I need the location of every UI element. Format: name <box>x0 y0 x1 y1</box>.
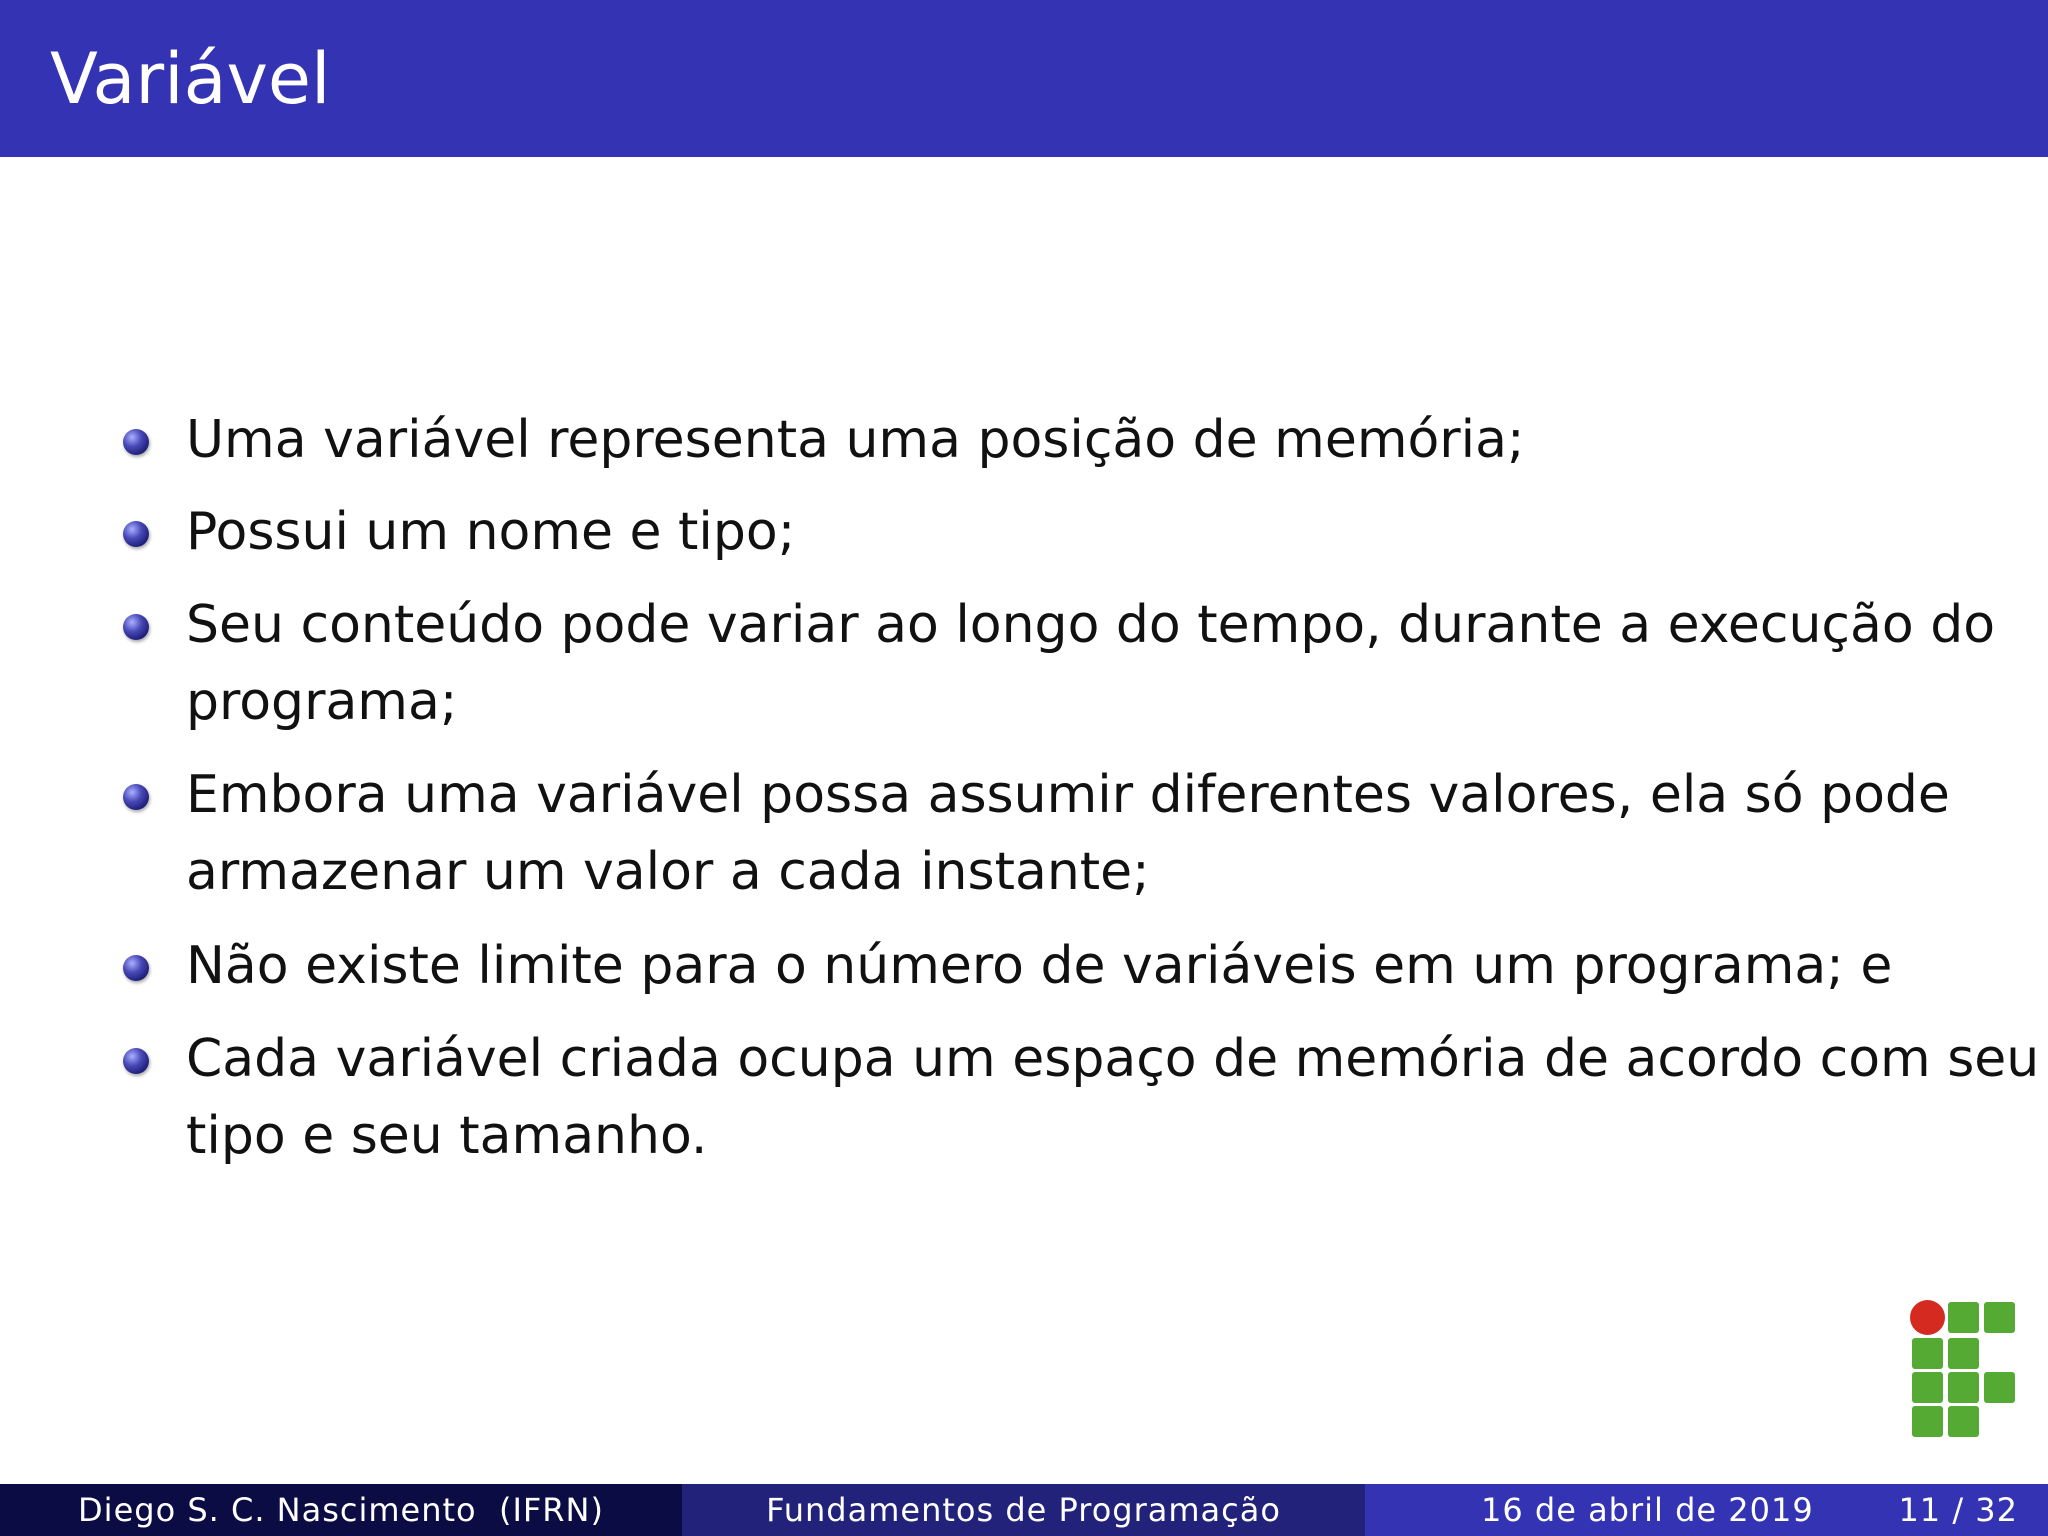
ball-bullet-icon <box>123 614 149 640</box>
ball-bullet-icon <box>123 955 149 981</box>
bullet-item <box>186 587 2006 741</box>
logo-square <box>1912 1406 1943 1437</box>
logo-square <box>1984 1302 2015 1333</box>
logo-square <box>1948 1406 1979 1437</box>
logo-square <box>1912 1372 1943 1403</box>
footer-date: 16 de abril de 2019 <box>1481 1491 1814 1529</box>
ball-bullet-icon <box>123 429 149 455</box>
logo-square <box>1948 1372 1979 1403</box>
slide-title: Variável <box>50 38 331 120</box>
bullet-text: Seu conteúdo pode variar ao longo do tempo, durante a execução do <box>186 595 1996 655</box>
bullet-text: Uma variável representa uma posição de memória; <box>186 410 1525 470</box>
footer-author-text: Diego S. C. Nascimento (IFRN) <box>78 1491 604 1529</box>
ball-bullet-icon <box>123 1048 149 1074</box>
bullet-item <box>186 928 2006 1005</box>
ball-bullet-icon <box>123 521 149 547</box>
logo-square <box>1984 1372 2015 1403</box>
bullet-item <box>186 1021 2040 1175</box>
ball-bullet-icon <box>123 784 149 810</box>
logo-square <box>1948 1302 1979 1333</box>
bullet-item <box>186 494 2006 571</box>
footer-course-text: Fundamentos de Programação <box>766 1491 1281 1529</box>
logo-square <box>1912 1338 1943 1369</box>
logo-square <box>1948 1338 1979 1369</box>
ifrn-logo-icon <box>1910 1300 2016 1438</box>
footer-info <box>1365 1484 2048 1536</box>
bullet-text: programa; <box>186 672 458 732</box>
footer-author <box>0 1484 682 1536</box>
bullet-item <box>186 757 2006 911</box>
logo-red-circle <box>1910 1300 1945 1335</box>
bullet-text: Não existe limite para o número de variáveis em um programa; e <box>186 936 1893 996</box>
footer-course <box>682 1484 1365 1536</box>
bullet-text: Cada variável criada ocupa um espaço de memória de acordo com seu <box>186 1029 2040 1089</box>
bullet-text: armazenar um valor a cada instante; <box>186 842 1150 902</box>
bullet-text: Embora uma variável possa assumir diferentes valores, ela só pode <box>186 765 1950 825</box>
bullet-text: Possui um nome e tipo; <box>186 502 796 562</box>
bullet-item <box>186 402 2006 479</box>
page-number: 11 / 32 <box>1898 1491 2018 1529</box>
slide-footer <box>0 1484 2048 1536</box>
bullet-text: tipo e seu tamanho. <box>186 1106 708 1166</box>
